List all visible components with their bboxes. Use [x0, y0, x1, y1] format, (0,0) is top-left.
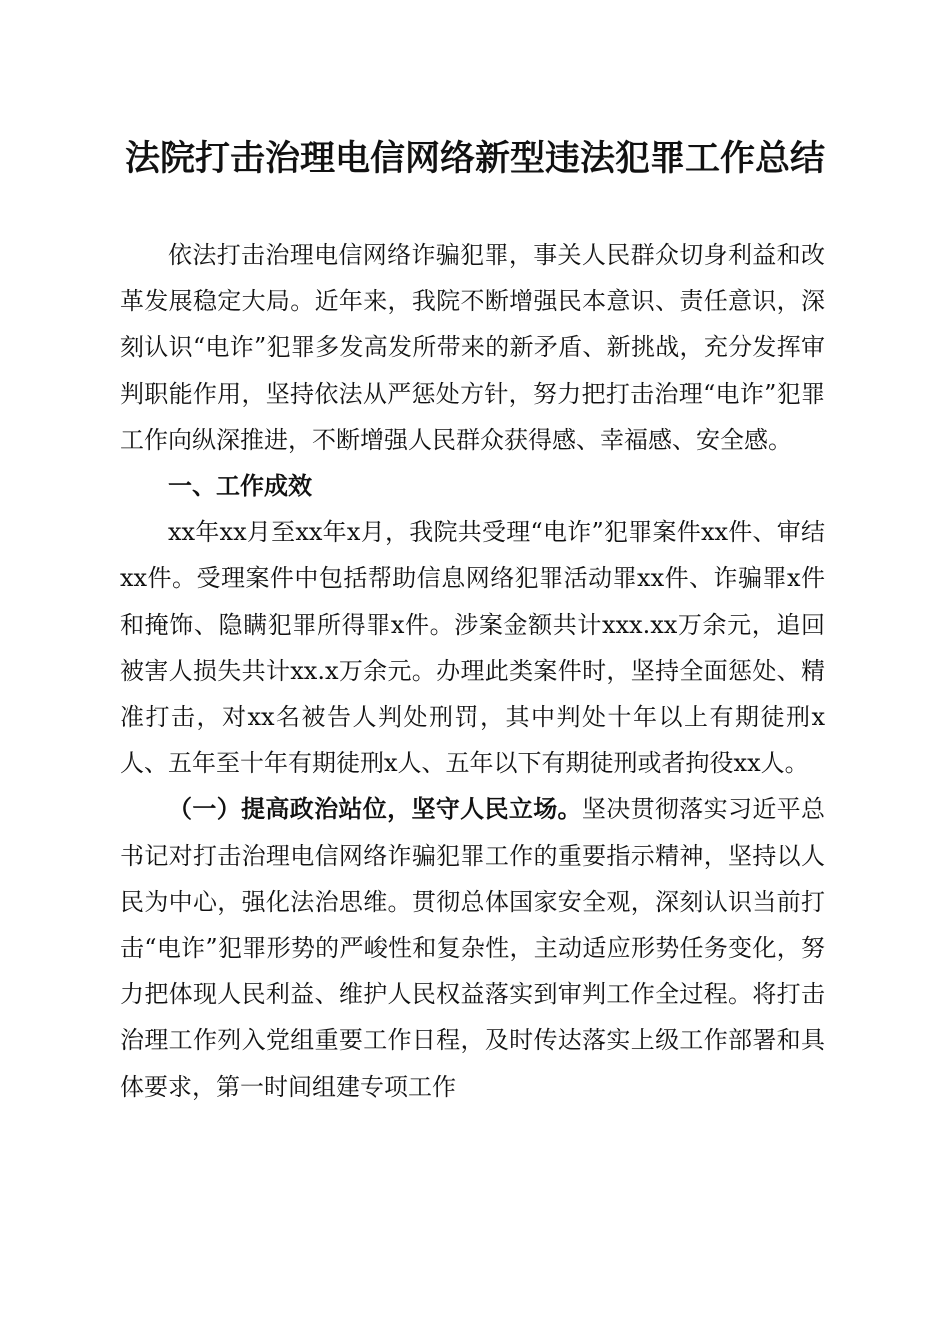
intro-paragraph: 依法打击治理电信网络诈骗犯罪，事关人民群众切身利益和改革发展稳定大局。近年来，我院不断增强民本意识、责任意识，深刻认识“电诈”犯罪多发高发所带来的新矛盾、新挑战，充分发挥审判职能作用，坚持依法从严惩处方针，努力把打击治理“电诈”犯罪工作向纵深推进，不断增强人民群众获得感、幸福感、安全感。 — [120, 241, 825, 454]
subsection-lead: （一）提高政治站位，坚守人民立场。 — [168, 794, 582, 824]
subsection-paragraph — [120, 786, 825, 1109]
document-body — [120, 232, 825, 1110]
subsection-body: 坚决贯彻落实习近平总书记对打击治理电信网络诈骗犯罪工作的重要指示精神，坚持以人民为中心，强化法治思维。贯彻总体国家安全观，深刻认识当前打击“电诈”犯罪形势的严峻性和复杂性，主动适应形势任务变化，努力把体现人民利益、维护人民权益落实到审判工作全过程。将打击治理工作列入党组重要工作日程，及时传达落实上级工作部署和具体要求，第一时间组建专项工作 — [120, 795, 826, 1101]
document-title: 法院打击治理电信网络新型违法犯罪工作总结 — [124, 138, 825, 179]
section-heading-work-results: 一、工作成效 — [168, 472, 312, 501]
work-results-paragraph: xx年xx月至xx年x月，我院共受理“电诈”犯罪案件xx件、审结xx件。受理案件中包括帮助信息网络犯罪活动罪xx件、诈骗罪x件和掩饰、隐瞒犯罪所得罪x件。涉案金额共计xxx.xx万余元，追回被害人损失共计xx.x万余元。办理此类案件时，坚持全面惩处、精准打击，对xx名被告人判处刑罚，其中判处十年以上有期徒刑x人、五年至十年有期徒刑x人、五年以下有期徒刑或者拘役xx人。 — [120, 518, 825, 778]
